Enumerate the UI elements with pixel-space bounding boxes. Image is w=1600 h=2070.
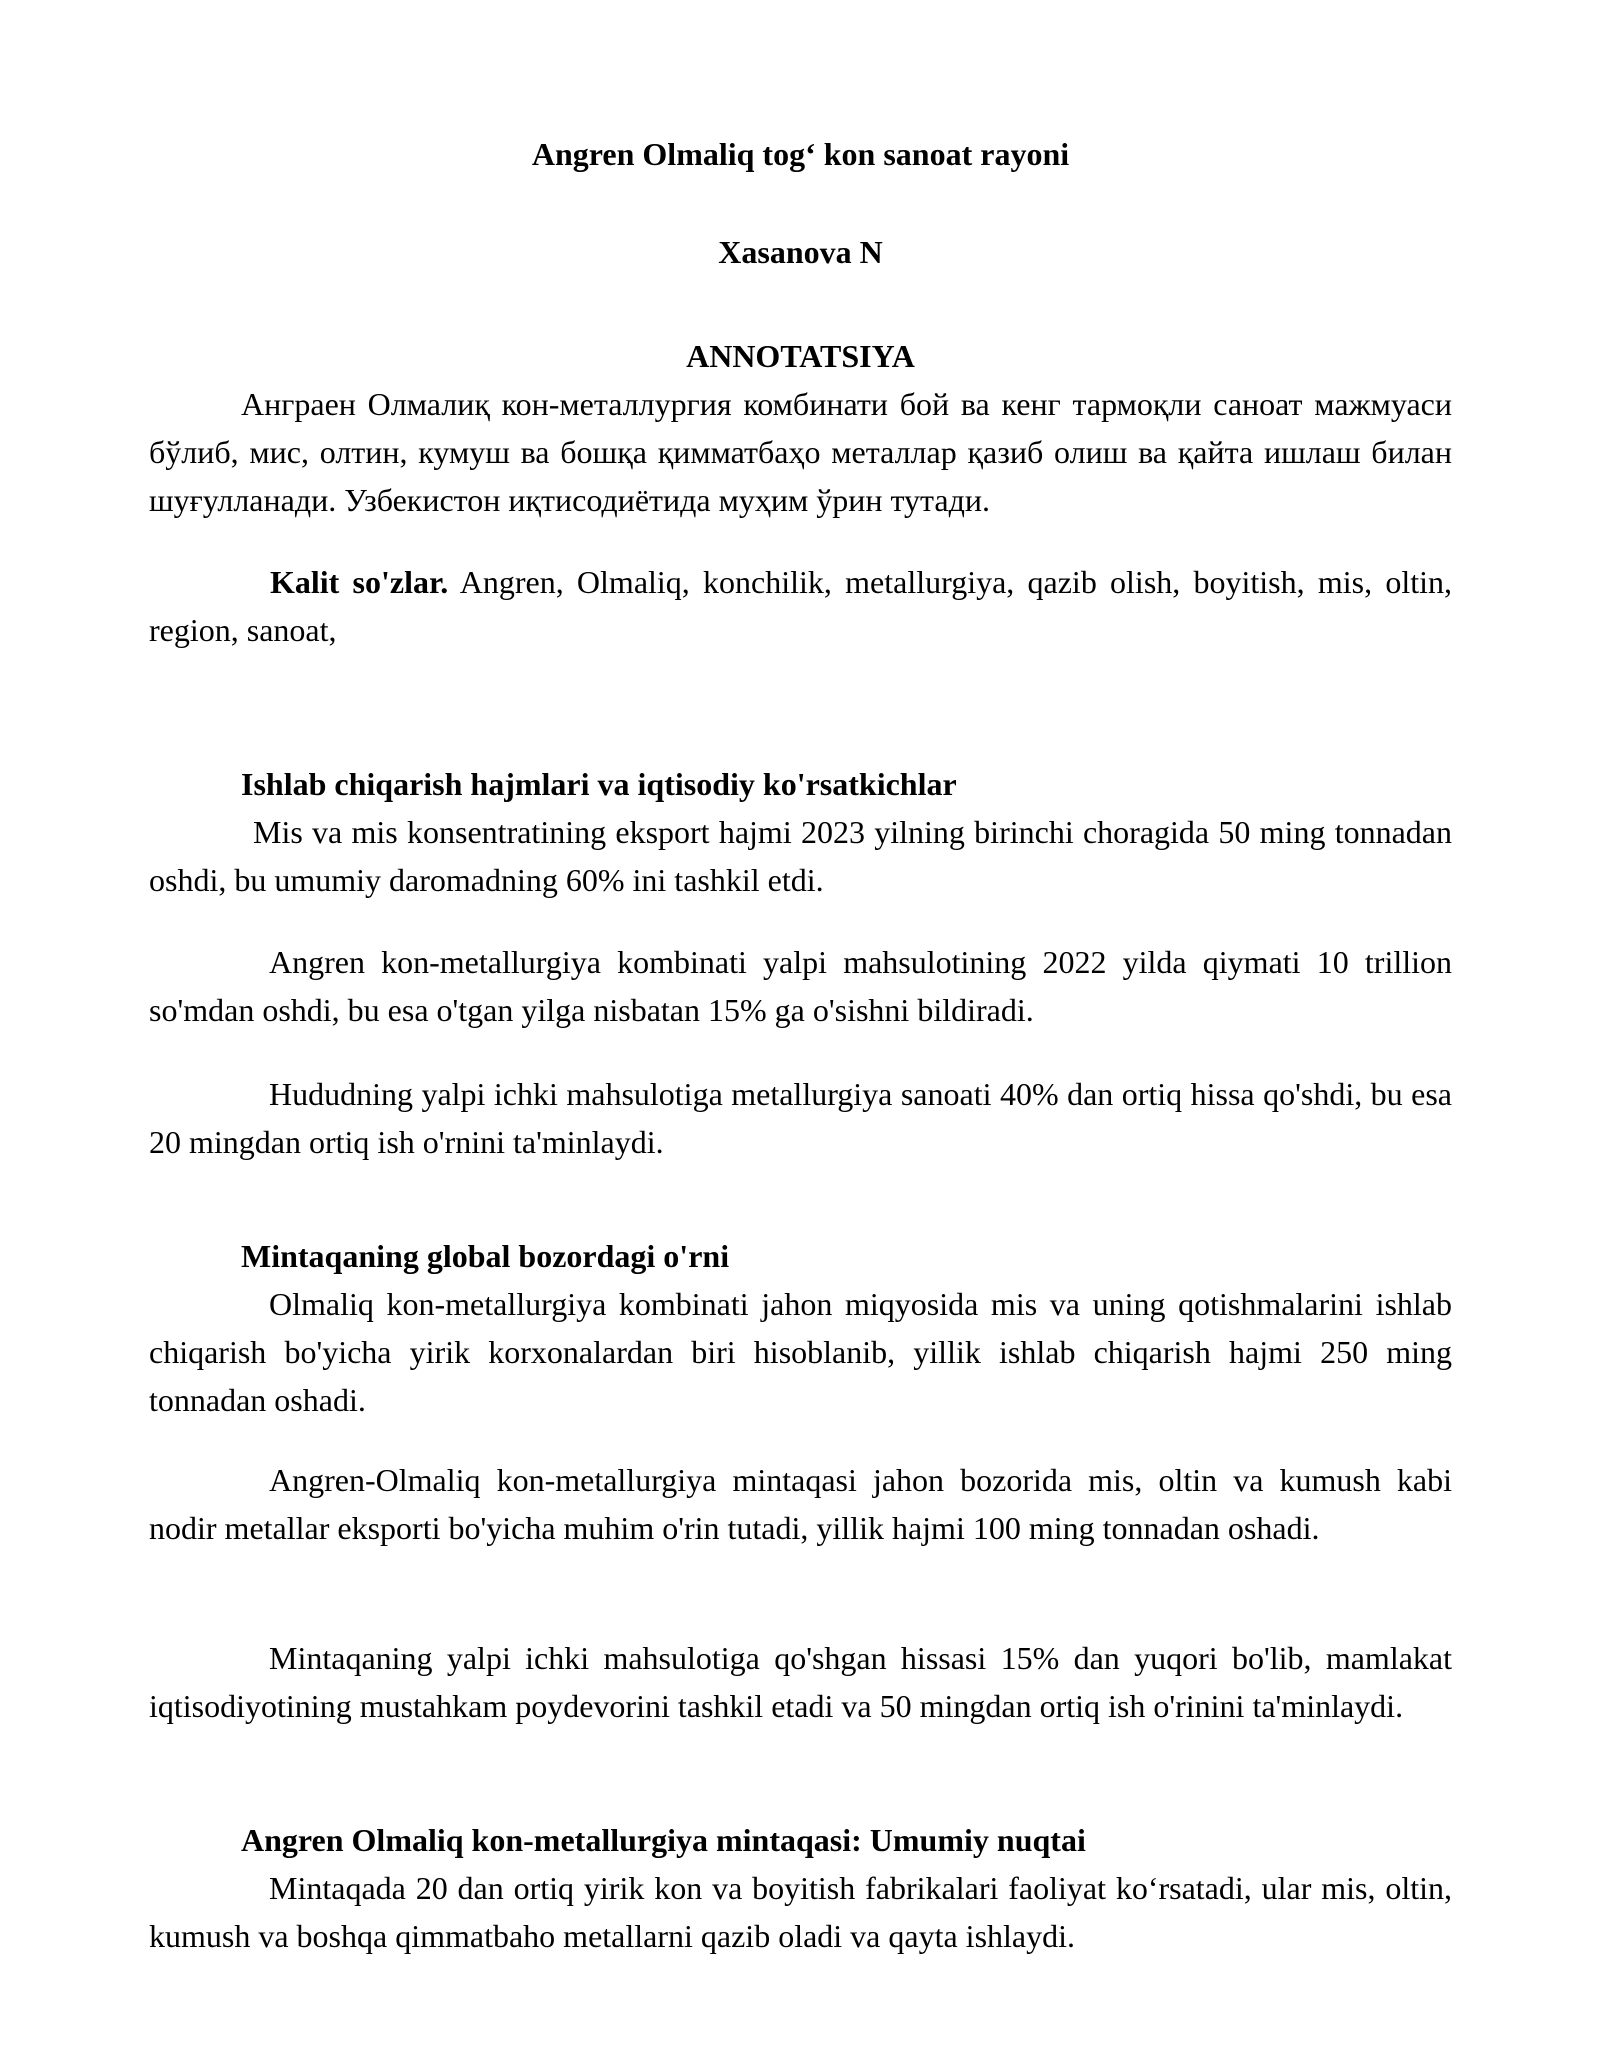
keywords-list: Angren, Olmaliq, konchilik, metallurgiya, qazib olish, boyitish, mis, oltin, region, sanoat, (149, 564, 1453, 648)
section-paragraph: Olmaliq kon-metallurgiya kombinati jahon miqyosida mis va uning qotishmalarini ishlab chiqarish bo'yicha yirik korxonalardan biri hisoblanib, yillik ishlab chiqarish hajmi 250 ming tonnadan oshadi. (149, 1286, 1452, 1418)
section-paragraph: Mis va mis konsentratining eksport hajmi 2023 yilning birinchi choragida 50 ming tonnadan oshdi, bu umumiy daromadning 60% ini tashkil etdi. (149, 814, 1452, 898)
keywords-label: Kalit so'zlar. (270, 564, 449, 600)
section-paragraph: Angren kon-metallurgiya kombinati yalpi mahsulotining 2022 yilda qiymati 10 trillion so'mdan oshdi, bu esa o'tgan yilga nisbatan 15% ga o'sishni bildiradi. (149, 944, 1452, 1028)
section-paragraph: Hududning yalpi ichki mahsulotiga metallurgiya sanoati 40% dan ortiq hissa qo'shdi, bu esa 20 mingdan ortiq ish o'rnini ta'minlaydi. (149, 1076, 1452, 1160)
keywords-paragraph (149, 558, 1452, 654)
document-title: Angren Olmaliq tog‘ kon sanoat rayoni (531, 136, 1070, 172)
section-heading: Angren Olmaliq kon-metallurgiya mintaqasi: Umumiy nuqtai (241, 1822, 1086, 1858)
abstract-paragraph: Анграен Олмалиқ кон-металлургия комбинати бой ва кенг тармоқли саноат мажмуаси бўлиб, мис, олтин, кумуш ва бошқа қимматбаҳо металлар қазиб олиш ва қайта ишлаш билан шуғулланади. Узбекистон иқтисодиётида муҳим ўрин тутади. (149, 386, 1452, 518)
section-paragraph: Mintaqada 20 dan ortiq yirik kon va boyitish fabrikalari faoliyat ko‘rsatadi, ular mis, oltin, kumush va boshqa qimmatbaho metallarni qazib oladi va qayta ishlaydi. (149, 1870, 1452, 1954)
section-heading: Mintaqaning global bozordagi o'rni (241, 1238, 730, 1274)
abstract-heading: ANNOTATSIYA (686, 338, 915, 374)
section-heading: Ishlab chiqarish hajmlari va iqtisodiy ko'rsatkichlar (241, 766, 957, 802)
section-paragraph: Angren-Olmaliq kon-metallurgiya mintaqasi jahon bozorida mis, oltin va kumush kabi nodir metallar eksporti bo'yicha muhim o'rin tutadi, yillik hajmi 100 ming tonnadan oshadi. (149, 1462, 1452, 1546)
author-name: Xasanova N (718, 234, 883, 270)
section-paragraph: Mintaqaning yalpi ichki mahsulotiga qo'shgan hissasi 15% dan yuqori bo'lib, mamlakat iqtisodiyotining mustahkam poydevorini tashkil etadi va 50 mingdan ortiq ish o'rinini ta'minlaydi. (149, 1640, 1452, 1724)
